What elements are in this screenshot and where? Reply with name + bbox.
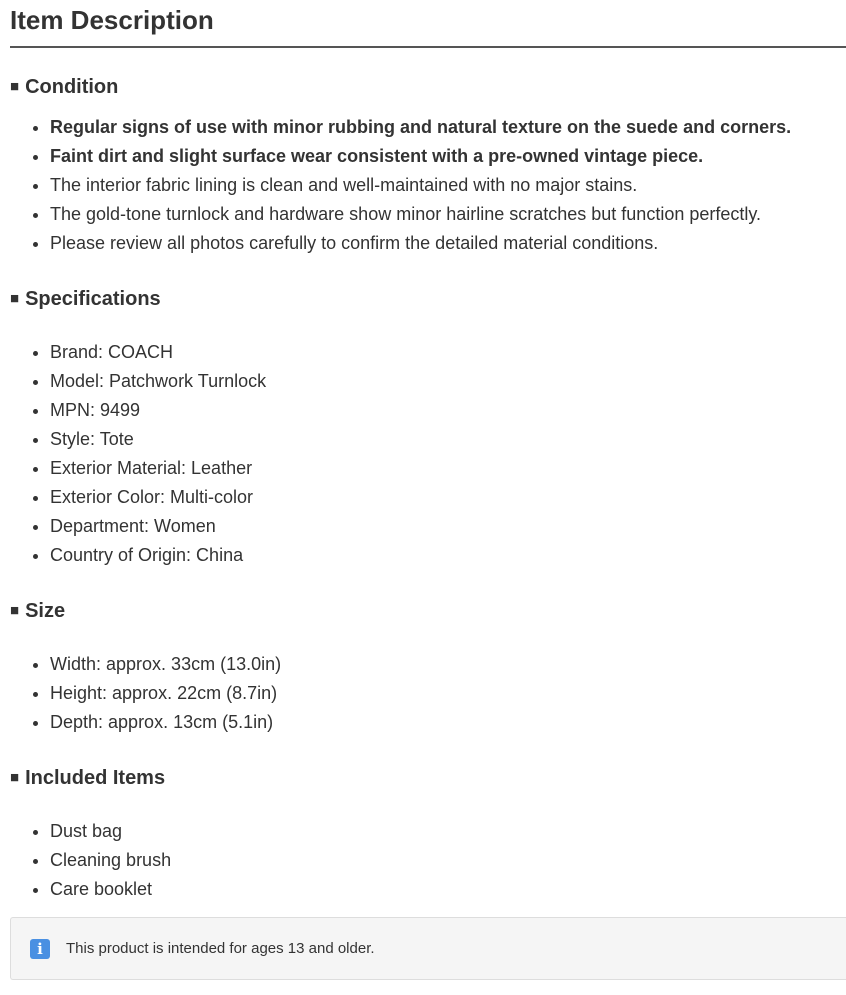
age-notice-text: This product is intended for ages 13 and older. <box>66 940 375 957</box>
list-item: • Dust bag <box>50 817 846 846</box>
square-bullet-icon: ■ <box>10 78 20 95</box>
included-items-list <box>10 817 846 904</box>
list-item: • Style: Tote <box>50 425 846 454</box>
section-heading-specifications <box>10 287 846 311</box>
age-notice <box>10 917 846 980</box>
list-item: • Depth: approx. 13cm (5.1in) <box>50 708 846 737</box>
list-item: • Faint dirt and slight surface wear consistent with a pre-owned vintage piece. <box>50 142 846 171</box>
list-item: • Exterior Material: Leather <box>50 454 846 483</box>
list-item: • Country of Origin: China <box>50 541 846 570</box>
list-item: • Please review all photos carefully to confirm the detailed material conditions. <box>50 229 846 258</box>
info-icon: i <box>30 939 50 959</box>
specifications-list <box>10 338 846 570</box>
list-item: • The interior fabric lining is clean and well-maintained with no major stains. <box>50 171 846 200</box>
list-item: • MPN: 9499 <box>50 396 846 425</box>
section-heading-label: Size <box>25 600 66 622</box>
condition-list <box>10 113 846 258</box>
list-item: • Care booklet <box>50 875 846 904</box>
list-item: • Brand: COACH <box>50 338 846 367</box>
list-item: • Cleaning brush <box>50 846 846 875</box>
list-item: • Regular signs of use with minor rubbing and natural texture on the suede and corners. <box>50 113 846 142</box>
list-item: • Model: Patchwork Turnlock <box>50 367 846 396</box>
square-bullet-icon: ■ <box>10 290 20 307</box>
square-bullet-icon: ■ <box>10 769 20 786</box>
section-heading-label: Included Items <box>25 767 166 789</box>
list-item: • Department: Women <box>50 512 846 541</box>
list-item: • The gold-tone turnlock and hardware show minor hairline scratches but function perfectly. <box>50 200 846 229</box>
section-heading-included-items <box>10 766 846 790</box>
square-bullet-icon: ■ <box>10 602 20 619</box>
section-heading-label: Condition <box>25 76 119 98</box>
section-heading-condition <box>10 75 846 99</box>
list-item: • Height: approx. 22cm (8.7in) <box>50 679 846 708</box>
list-item: • Width: approx. 33cm (13.0in) <box>50 650 846 679</box>
section-heading-label: Specifications <box>25 288 161 310</box>
section-heading-size <box>10 599 846 623</box>
size-list <box>10 650 846 737</box>
page-title: Item Description <box>10 0 846 48</box>
list-item: • Exterior Color: Multi-color <box>50 483 846 512</box>
